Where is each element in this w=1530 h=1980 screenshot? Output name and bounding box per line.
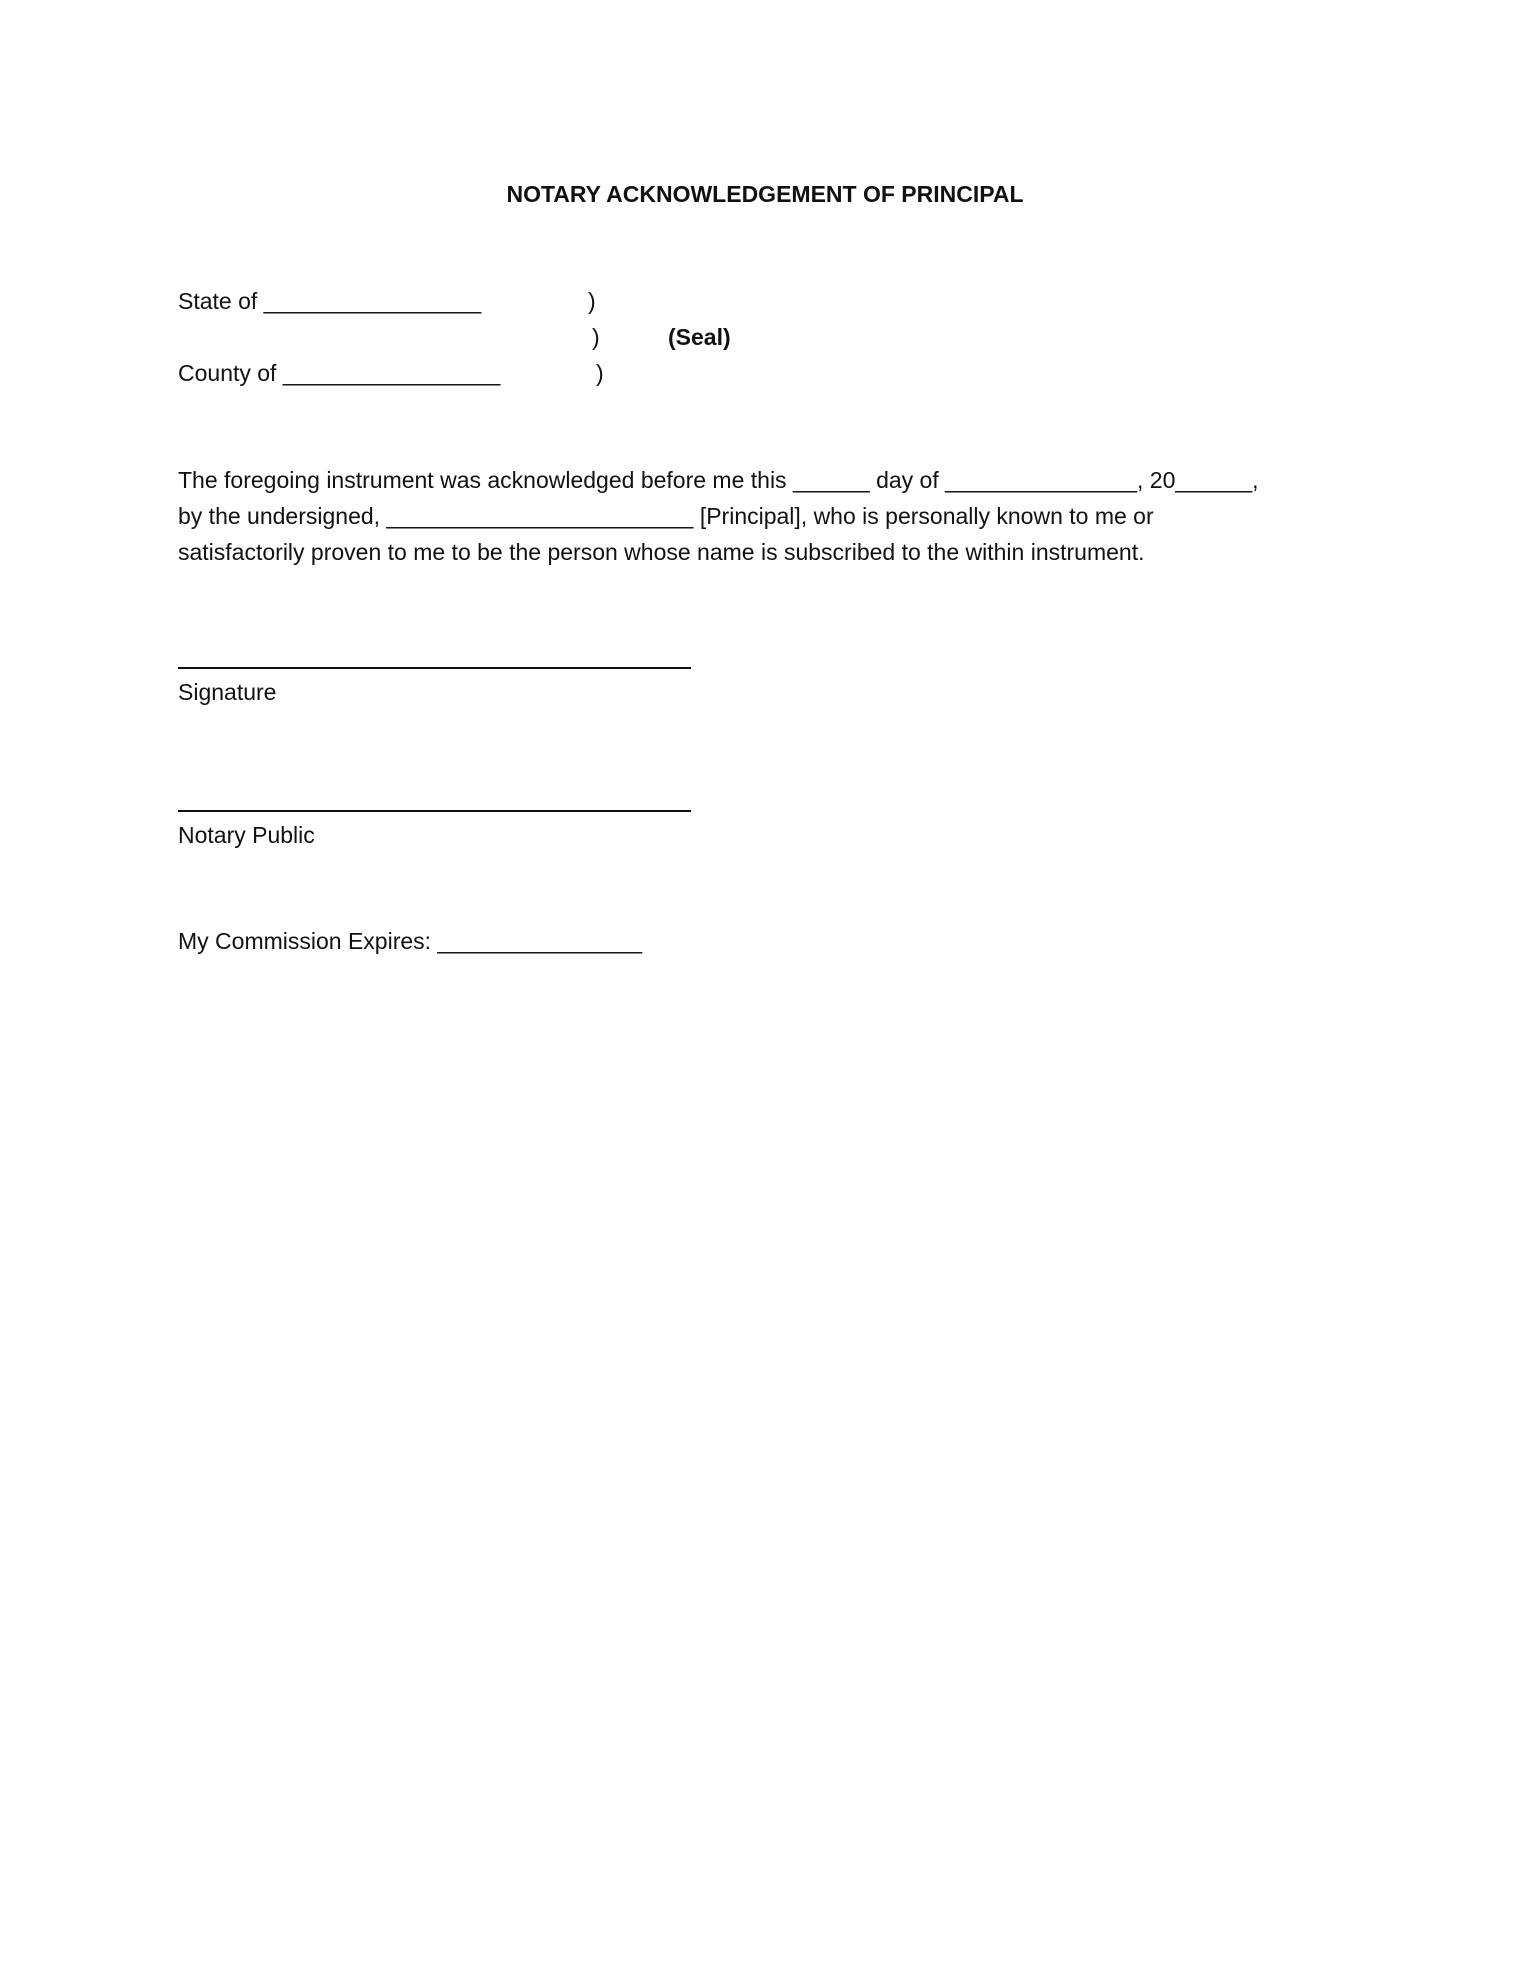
notary-signature-line <box>178 810 691 812</box>
county-of-field: County of _________________ <box>178 360 501 386</box>
notary-public-label: Notary Public <box>178 822 315 848</box>
signature-label: Signature <box>178 679 277 705</box>
acknowledgement-line-1: The foregoing instrument was acknowledged before me this ______ day of _______________, 20______, <box>178 467 1259 493</box>
venue-paren-1: ) <box>588 288 596 314</box>
seal-label: (Seal) <box>668 324 731 350</box>
acknowledgement-line-3: satisfactorily proven to me to be the person whose name is subscribed to the within instrument. <box>178 539 1145 565</box>
document-title: NOTARY ACKNOWLEDGEMENT OF PRINCIPAL <box>506 181 1024 207</box>
acknowledgement-paragraph <box>178 462 1259 570</box>
state-of-field: State of _________________ <box>178 288 482 314</box>
commission-expires-field: My Commission Expires: ________________ <box>178 928 643 954</box>
signature-line <box>178 667 691 669</box>
venue-paren-2: ) <box>592 324 600 350</box>
venue-paren-3: ) <box>596 360 604 386</box>
acknowledgement-line-2: by the undersigned, ________________________ [Principal], who is personally known to me or <box>178 503 1154 529</box>
